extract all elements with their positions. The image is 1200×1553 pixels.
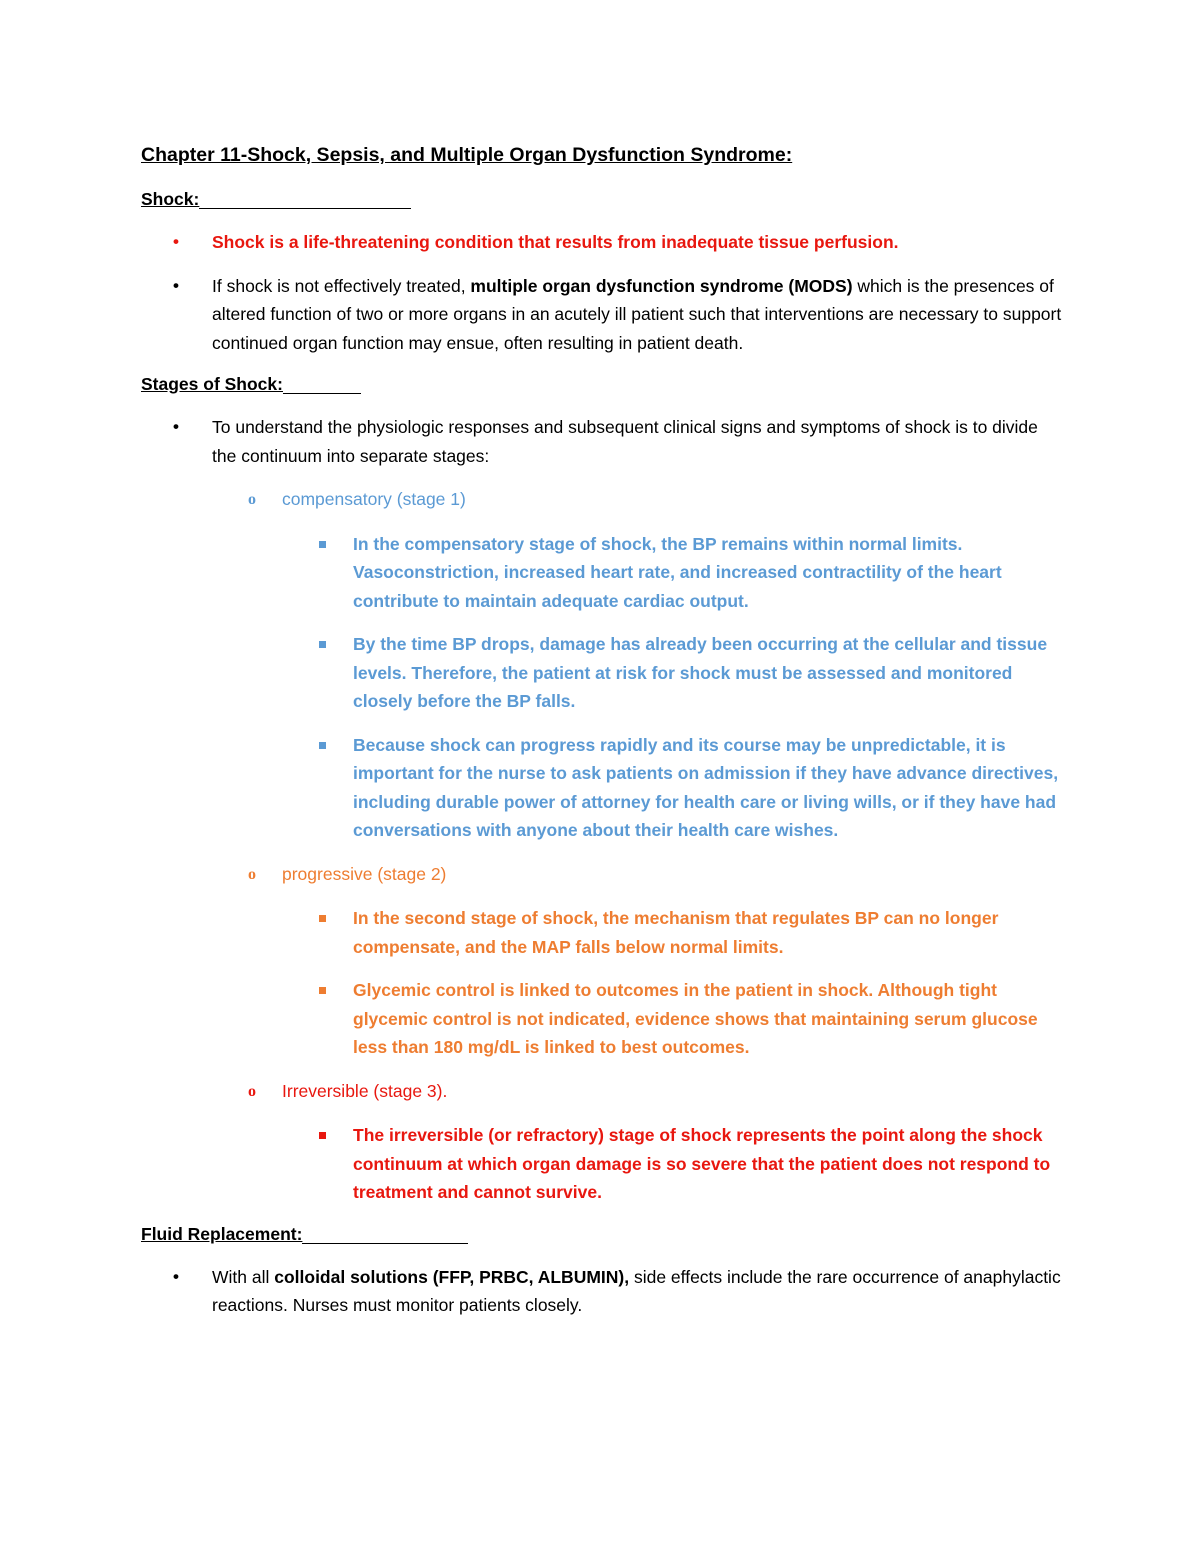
- square-bullet-icon: [319, 742, 326, 749]
- list-item: [141, 228, 1066, 257]
- stage-label: progressive (stage 2): [282, 863, 447, 884]
- detail-text: Because shock can progress rapidly and its course may be unpredictable, it is important for the nurse to ask patients on admission if they have advance directives, including durable power of attorney for health care or living wills, or if they have had conversations with anyone about their health care wishes.: [353, 734, 1059, 840]
- square-bullet-icon: [319, 987, 326, 994]
- list-item: [141, 530, 1066, 616]
- list-item: [141, 1121, 1066, 1207]
- chapter-title: Chapter 11-Shock, Sepsis, and Multiple Organ Dysfunction Syndrome:: [141, 144, 793, 166]
- list-item: [141, 904, 1066, 961]
- square-bullet-icon: [319, 641, 326, 648]
- progressive-details: [141, 904, 1066, 1062]
- circle-bullet-icon: o: [248, 865, 256, 883]
- heading-underline: [199, 207, 411, 209]
- mods-text-post: which is the presences of altered function of two or more organs in an acutely ill patient such that interventions are necessary to support continued organ function may ensue, often resulting in patient death.: [212, 275, 1062, 353]
- fluid-list: [141, 1263, 1066, 1320]
- stage-progressive: [141, 860, 1066, 889]
- compensatory-details: [141, 530, 1066, 845]
- colloidal-term: colloidal solutions (FFP, PRBC, ALBUMIN),: [274, 1266, 630, 1287]
- heading-underline: [302, 1242, 468, 1244]
- stage-label: Irreversible (stage 3).: [282, 1080, 448, 1101]
- detail-text: In the compensatory stage of shock, the BP remains within normal limits. Vasoconstriction, increased heart rate, and increased contractility of the heart contribute to maintain adequate cardiac output.: [353, 533, 1002, 611]
- mods-term: multiple organ dysfunction syndrome (MODS): [470, 275, 853, 296]
- list-item: [141, 976, 1066, 1062]
- list-item: [141, 630, 1066, 716]
- fluid-heading: [141, 1221, 1066, 1247]
- list-item: [141, 272, 1066, 358]
- fluid-heading-text: Fluid Replacement:: [141, 1223, 303, 1244]
- bullet-icon: •: [173, 417, 179, 436]
- list-item: [141, 413, 1066, 470]
- bullet-icon: •: [173, 1266, 179, 1286]
- square-bullet-icon: [319, 915, 326, 922]
- fluid-text-pre: With all: [212, 1266, 275, 1287]
- bullet-icon: •: [173, 232, 179, 251]
- circle-bullet-icon: o: [248, 1082, 256, 1100]
- fluid-text-post: side effects include the rare occurrence of anaphylactic reactions. Nurses must monitor patients closely.: [212, 1266, 1061, 1315]
- shock-heading-text: Shock:: [141, 189, 200, 209]
- stages-heading: [141, 371, 1066, 397]
- square-bullet-icon: [319, 1132, 326, 1139]
- square-bullet-icon: [319, 541, 326, 548]
- shock-heading: [141, 186, 1066, 212]
- stage-irreversible: [141, 1077, 1066, 1106]
- stage-compensatory: [141, 485, 1066, 514]
- list-item: [141, 1263, 1066, 1320]
- document-page: [141, 140, 1066, 1320]
- bullet-icon: •: [173, 275, 179, 295]
- list-item: [141, 731, 1066, 845]
- stages-heading-text: Stages of Shock:: [141, 374, 283, 394]
- stages-list: [141, 413, 1066, 470]
- stage-list: [141, 485, 1066, 514]
- mods-text-pre: If shock is not effectively treated,: [212, 275, 471, 296]
- shock-definition: Shock is a life-threatening condition that results from inadequate tissue perfusion.: [212, 232, 899, 252]
- detail-text: By the time BP drops, damage has already been occurring at the cellular and tissue levels. Therefore, the patient at risk for shock must be assessed and monitored closely before the BP falls.: [353, 634, 1048, 711]
- irreversible-details: [141, 1121, 1066, 1207]
- heading-underline: [283, 392, 361, 394]
- detail-text: Glycemic control is linked to outcomes in the patient in shock. Although tight glycemic control is not indicated, evidence shows that maintaining serum glucose less than 180 mg/dL is linked to best outcomes.: [353, 980, 1038, 1057]
- stage-label: compensatory (stage 1): [282, 489, 466, 509]
- stage-list: [141, 1077, 1066, 1106]
- stages-intro: To understand the physiologic responses and subsequent clinical signs and symptoms of shock is to divide the continuum into separate stages:: [212, 417, 1038, 466]
- circle-bullet-icon: o: [248, 491, 256, 508]
- shock-list: [141, 228, 1066, 357]
- stage-list: [141, 860, 1066, 889]
- detail-text: The irreversible (or refractory) stage of shock represents the point along the shock continuum at which organ damage is so severe that the patient does not respond to treatment and cannot survive.: [353, 1125, 1051, 1202]
- detail-text: In the second stage of shock, the mechanism that regulates BP can no longer compensate, and the MAP falls below normal limits.: [353, 908, 999, 957]
